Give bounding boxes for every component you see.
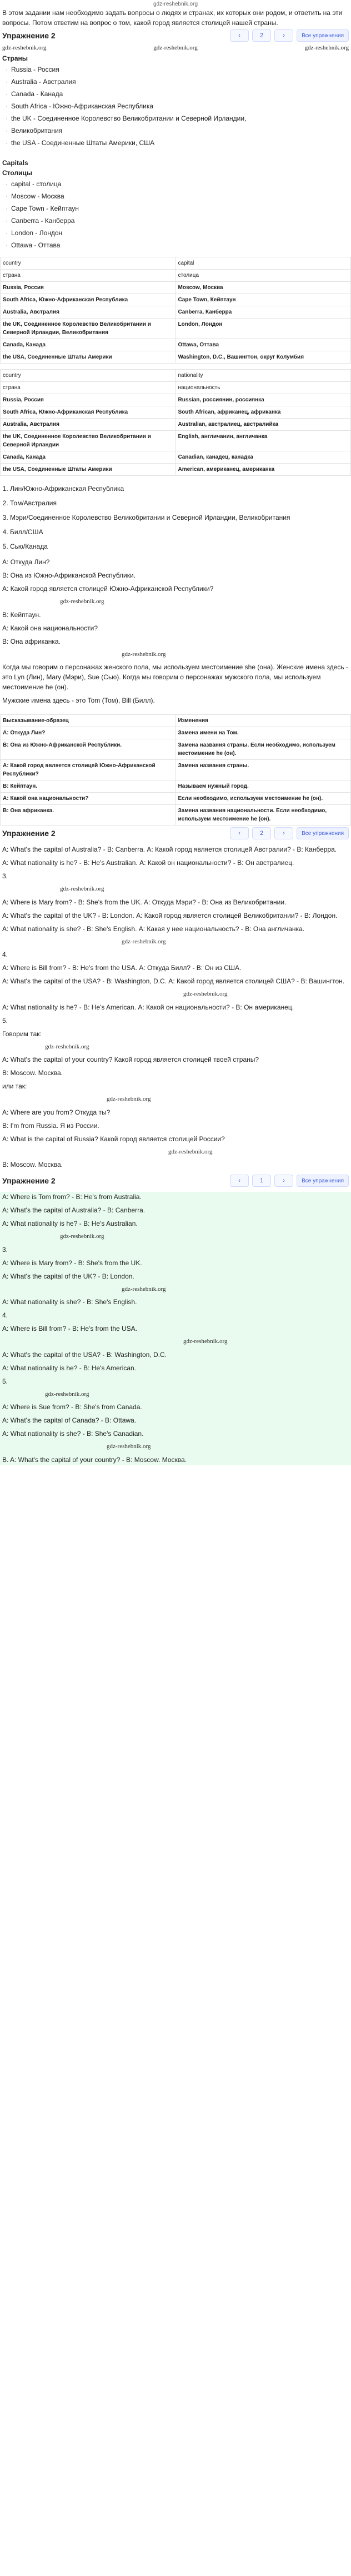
text-line: A: What nationality is she? - B: She's English. А: Какая у нее национальность? - В: Она англичанка.	[2, 924, 305, 933]
page-3-button[interactable]: 2	[252, 827, 271, 839]
watermark: gdz-reshebnik.org	[122, 1285, 166, 1292]
text-line: или так:	[2, 1082, 27, 1090]
table-cell: Canada, Канада	[1, 339, 176, 351]
table-row	[1, 270, 351, 282]
watermark: gdz-reshebnik.org	[107, 1443, 151, 1450]
next-button[interactable]: ›	[274, 1175, 293, 1187]
watermark: gdz-reshebnik.org	[60, 886, 104, 892]
table-row	[1, 306, 351, 319]
table-cell: London, Лондон	[176, 319, 351, 339]
answers-block	[0, 844, 351, 1170]
text-line: 3.	[2, 1245, 8, 1254]
list-item: 1. Лин/Южно-Африканская Республика	[10, 481, 351, 496]
text-line: 5.	[2, 1016, 8, 1025]
watermark: gdz-reshebnik.org	[183, 991, 228, 997]
table-cell: Cape Town, Кейптаун	[176, 294, 351, 306]
table-row	[1, 715, 351, 727]
text-line: A: What's the capital of your country? Какой город является столицей твоей страны?	[2, 1056, 259, 1063]
table-cell: capital	[176, 257, 351, 270]
table-cell: country	[1, 370, 176, 382]
countries-title: Страны	[2, 54, 28, 62]
table-cell: Australian, австралиец, австралийка	[176, 419, 351, 431]
list-item: · Australia - Австралия	[11, 76, 351, 88]
table-cell: the USA, Соединенные Штаты Америки	[1, 464, 176, 476]
table-row	[1, 257, 351, 270]
table-row	[1, 419, 351, 431]
text-line: A: Where is Tom from? - B: He's from Australia.	[2, 1193, 142, 1201]
exercise-nav	[230, 29, 349, 42]
table-cell: Washington, D.C., Вашингтон, округ Колумбия	[176, 351, 351, 364]
table-cell: Australia, Австралия	[1, 306, 176, 319]
list-item: · Cape Town - Кейптаун	[11, 202, 351, 215]
text-line: B: Она африканка.	[2, 637, 61, 645]
exercise-nav	[230, 1175, 349, 1187]
table-cell: nationality	[176, 370, 351, 382]
table-cell: Замена названия страны.	[176, 760, 351, 780]
table-cell: Ottawa, Оттава	[176, 339, 351, 351]
table-cell: the USA, Соединенные Штаты Америки	[1, 351, 176, 364]
table-cell: English, англичанин, англичанка	[176, 431, 351, 451]
text-line: B: Moscow. Москва.	[2, 1069, 63, 1077]
table-cell: B: Она из Южно-Африканской Республики.	[1, 739, 176, 760]
text-line: 5.	[2, 1377, 8, 1385]
text-line: 4.	[2, 1311, 8, 1319]
table-cell: Canada, Канада	[1, 451, 176, 464]
answers-block-english	[0, 1192, 351, 1465]
text-line: A: What nationality is he? - B: He's Australian. А: Какой он национальности? - В: Он австралиец.	[2, 859, 294, 867]
changes-table	[0, 714, 351, 825]
prev-button[interactable]: ‹	[230, 1175, 249, 1187]
list-item: 5. Сью/Канада	[10, 539, 351, 554]
table-row	[1, 451, 351, 464]
table-cell: Называем нужный город.	[176, 780, 351, 793]
watermark: gdz-reshebnik.org	[107, 1096, 151, 1102]
section-title: Упражнение 2	[2, 31, 56, 40]
watermark: gdz-reshebnik.org	[183, 1338, 228, 1345]
dialogue-example	[0, 557, 351, 705]
table-cell: страна	[1, 382, 176, 394]
table-row	[1, 339, 351, 351]
list-item: · Russia - Россия	[11, 63, 351, 76]
text-line: A: What nationality is she? - B: She's Canadian.	[2, 1430, 144, 1438]
list-item: · Canada - Канада	[11, 88, 351, 100]
table-cell: Замена названия национальности. Если необходимо, используем местоимение he (он).	[176, 805, 351, 825]
text-line: A: Какой город является столицей Южно-Африканской Республики?	[2, 585, 214, 593]
section-title: Упражнение 2	[2, 1176, 56, 1185]
country-nationality-table	[0, 369, 351, 476]
table-row	[1, 739, 351, 760]
watermark: gdz-reshebnik.org	[45, 1043, 89, 1050]
table-row	[1, 431, 351, 451]
table-cell: Moscow, Москва	[176, 282, 351, 294]
exercise-nav	[230, 827, 349, 839]
countries-list	[0, 63, 351, 149]
table-row	[1, 282, 351, 294]
text-line: A: What nationality is he? - B: He's American.	[2, 1364, 137, 1372]
table-row	[1, 805, 351, 825]
table-cell: Australia, Австралия	[1, 419, 176, 431]
table-cell: A: Какой город является столицей Южно-Африканской Республики?	[1, 760, 176, 780]
watermark-row	[0, 43, 351, 50]
page-2-button[interactable]: 2	[252, 29, 271, 42]
table-cell: American, американец, американка	[176, 464, 351, 476]
table-cell: Замена названия страны. Если необходимо, используем местоимение he (он).	[176, 739, 351, 760]
text-line: B. A: What's the capital of your country? - B: Moscow. Москва.	[2, 1455, 187, 1464]
table-cell: Если необходимо, используем местоимение he (он).	[176, 793, 351, 805]
page-1-button[interactable]: 1	[252, 1175, 271, 1187]
table-cell: столица	[176, 270, 351, 282]
text-line: A: What's the capital of Canada? - B: Ottawa.	[2, 1416, 137, 1424]
text-line: B: Moscow. Москва.	[2, 1161, 63, 1168]
text-line: A: Откуда Лин?	[2, 558, 50, 566]
text-line: A: Where is Sue from? - B: She's from Canada.	[2, 1403, 142, 1411]
text-line: A: What's the capital of the USA? - B: Washington, D.C. А: Какой город является столицей США? - В: Вашингтон.	[2, 977, 345, 985]
table-row	[1, 793, 351, 805]
country-capital-table	[0, 257, 351, 364]
text-line: A: Какой она национальности?	[2, 624, 98, 632]
list-item: · the USA - Соединенные Штаты Америки, США	[11, 137, 351, 149]
watermark: gdz-reshebnik.org	[153, 44, 198, 51]
text-line: A: What nationality is he? - B: He's American. А: Какой он национальности? - В: Он американец.	[2, 1003, 294, 1011]
list-item: · the UK - Соединенное Королевство Великобритании и Северной Ирландии,	[11, 112, 351, 125]
section-header-1	[0, 28, 351, 43]
table-cell: South Africa, Южно-Африканская Республика	[1, 294, 176, 306]
table-cell: country	[1, 257, 176, 270]
text-line: Говорим так:	[2, 1030, 42, 1038]
section-header-2	[0, 825, 351, 841]
numbered-list	[0, 481, 351, 554]
table-row	[1, 464, 351, 476]
next-button[interactable]: ›	[274, 827, 293, 839]
watermark: gdz-reshebnik.org	[60, 598, 104, 605]
table-cell: Изменения	[176, 715, 351, 727]
table-cell: Russian, россиянин, россиянка	[176, 394, 351, 406]
table-row	[1, 780, 351, 793]
table-cell: страна	[1, 270, 176, 282]
text-line: B: I'm from Russia. Я из России.	[2, 1121, 99, 1130]
text-line: A: What nationality is she? - B: She's English.	[2, 1298, 137, 1306]
watermark: gdz-reshebnik.org	[168, 1148, 213, 1155]
list-item: · Canberra - Канберра	[11, 215, 351, 227]
watermark: gdz-reshebnik.org	[45, 1390, 89, 1398]
section-header-3	[0, 1173, 351, 1188]
text-line: Когда мы говорим о персонажах женского пола, мы используем местоимение she (она). Женские имена здесь - это Lyn (Лин), Mary (Мэри), Sue (Сью). Когда мы говорим о персонажах мужского пола, мы используем местоимение he (он).	[2, 663, 348, 691]
table-cell: South Africa, Южно-Африканская Республика	[1, 406, 176, 419]
text-line: A: What's the capital of the UK? - B: London. А: Какой город является столицей Великобритании? - В: Лондон.	[2, 911, 338, 919]
table-row	[1, 370, 351, 382]
text-line: A: Where are you from? Откуда ты?	[2, 1108, 111, 1116]
text-line: B: Она из Южно-Африканской Республики.	[2, 571, 136, 579]
text-line: 3.	[2, 872, 8, 880]
text-line: A: What's the capital of Australia? - B: Canberra. А: Какой город является столицей Австралии? - В: Канберра.	[2, 846, 337, 853]
capitals-list	[0, 178, 351, 251]
watermark: gdz-reshebnik.org	[304, 44, 349, 51]
table-row	[1, 406, 351, 419]
table-cell: Canberra, Канберра	[176, 306, 351, 319]
watermark: gdz-reshebnik.org	[2, 44, 47, 51]
prev-button[interactable]: ‹	[230, 827, 249, 839]
table-row	[1, 319, 351, 339]
watermark: gdz-reshebnik.org	[60, 1233, 104, 1240]
list-item: · Великобритания	[11, 125, 351, 137]
text-line: 4.	[2, 951, 8, 958]
all-exercises-button[interactable]: Все упражнения	[297, 1175, 349, 1187]
table-cell: Russia, Россия	[1, 394, 176, 406]
list-item: 3. Мэри/Соединенное Королевство Великобритании и Северной Ирландии, Великобритания	[10, 510, 351, 525]
prev-button[interactable]: ‹	[230, 29, 249, 42]
table-cell: B: Кейптаун.	[1, 780, 176, 793]
table-row	[1, 394, 351, 406]
watermark: gdz-reshebnik.org	[122, 650, 166, 658]
table-cell: the UK, Соединенное Королевство Великобритании и Северной Ирландии	[1, 431, 176, 451]
table-row	[1, 294, 351, 306]
list-item: · South Africa - Южно-Африканская Республика	[11, 100, 351, 112]
table-cell: B: Она африканка.	[1, 805, 176, 825]
table-row	[1, 760, 351, 780]
table-row	[1, 382, 351, 394]
table-cell: Замена имени на Том.	[176, 727, 351, 739]
table-row	[1, 351, 351, 364]
text-line: A: Where is Bill from? - B: He's from the USA. А: Откуда Билл? - В: Он из США.	[2, 964, 242, 972]
table-cell: Высказывание-образец	[1, 715, 176, 727]
list-item: · Ottawa - Оттава	[11, 239, 351, 251]
table-cell: Russia, Россия	[1, 282, 176, 294]
text-line: A: What's the capital of Australia? - B: Canberra.	[2, 1206, 146, 1214]
table-cell: South African, африканец, африканка	[176, 406, 351, 419]
text-line: Мужские имена здесь - это Tom (Том), Bill (Билл).	[2, 697, 155, 704]
table-cell: A: Какой она национальности?	[1, 793, 176, 805]
section-title: Упражнение 2	[2, 828, 56, 838]
text-line: A: What's the capital of the USA? - B: Washington, D.C.	[2, 1350, 167, 1359]
capitals-subtitle: Столицы	[2, 169, 33, 177]
text-line: A: Where is Mary from? - B: She's from the UK. А: Откуда Мэри? - В: Она из Великобритании.	[2, 898, 287, 906]
table-cell: the UK, Соединенное Королевство Великобритании и Северной Ирландии, Великобритания	[1, 319, 176, 339]
text-line: A: What's the capital of the UK? - B: London.	[2, 1272, 134, 1280]
text-line: A: Where is Mary from? - B: She's from the UK.	[2, 1259, 142, 1267]
list-item: · Moscow - Москва	[11, 190, 351, 202]
text-line: A: Where is Bill from? - B: He's from the USA.	[2, 1325, 138, 1332]
watermark: gdz-reshebnik.org	[122, 938, 166, 945]
list-item: · London - Лондон	[11, 227, 351, 239]
list-item: 4. Билл/США	[10, 525, 351, 539]
text-line: A: What is the capital of Russia? Какой город является столицей России?	[2, 1135, 225, 1143]
text-line: A: What nationality is he? - B: He's Australian.	[2, 1220, 138, 1227]
all-exercises-button[interactable]: Все упражнения	[297, 827, 349, 839]
table-row	[1, 727, 351, 739]
site-watermark-top: gdz-reshebnik.org	[153, 1, 198, 7]
text-line: B: Кейптаун.	[2, 610, 41, 619]
list-item: 2. Том/Австралия	[10, 496, 351, 510]
table-cell: A: Откуда Лин?	[1, 727, 176, 739]
all-exercises-button[interactable]: Все упражнения	[297, 29, 349, 42]
table-cell: Canadian, канадец, канадка	[176, 451, 351, 464]
next-button[interactable]: ›	[274, 29, 293, 42]
list-item: · capital - столица	[11, 178, 351, 190]
table-cell: национальность	[176, 382, 351, 394]
intro-text: В этом задании нам необходимо задать вопросы о людях и странах, их которых они родом, и ответить на эти вопросы. Потом ответим на вопрос о том, какой город является столицей нашей страны.	[2, 9, 343, 27]
capitals-title: Capitals	[2, 159, 28, 167]
